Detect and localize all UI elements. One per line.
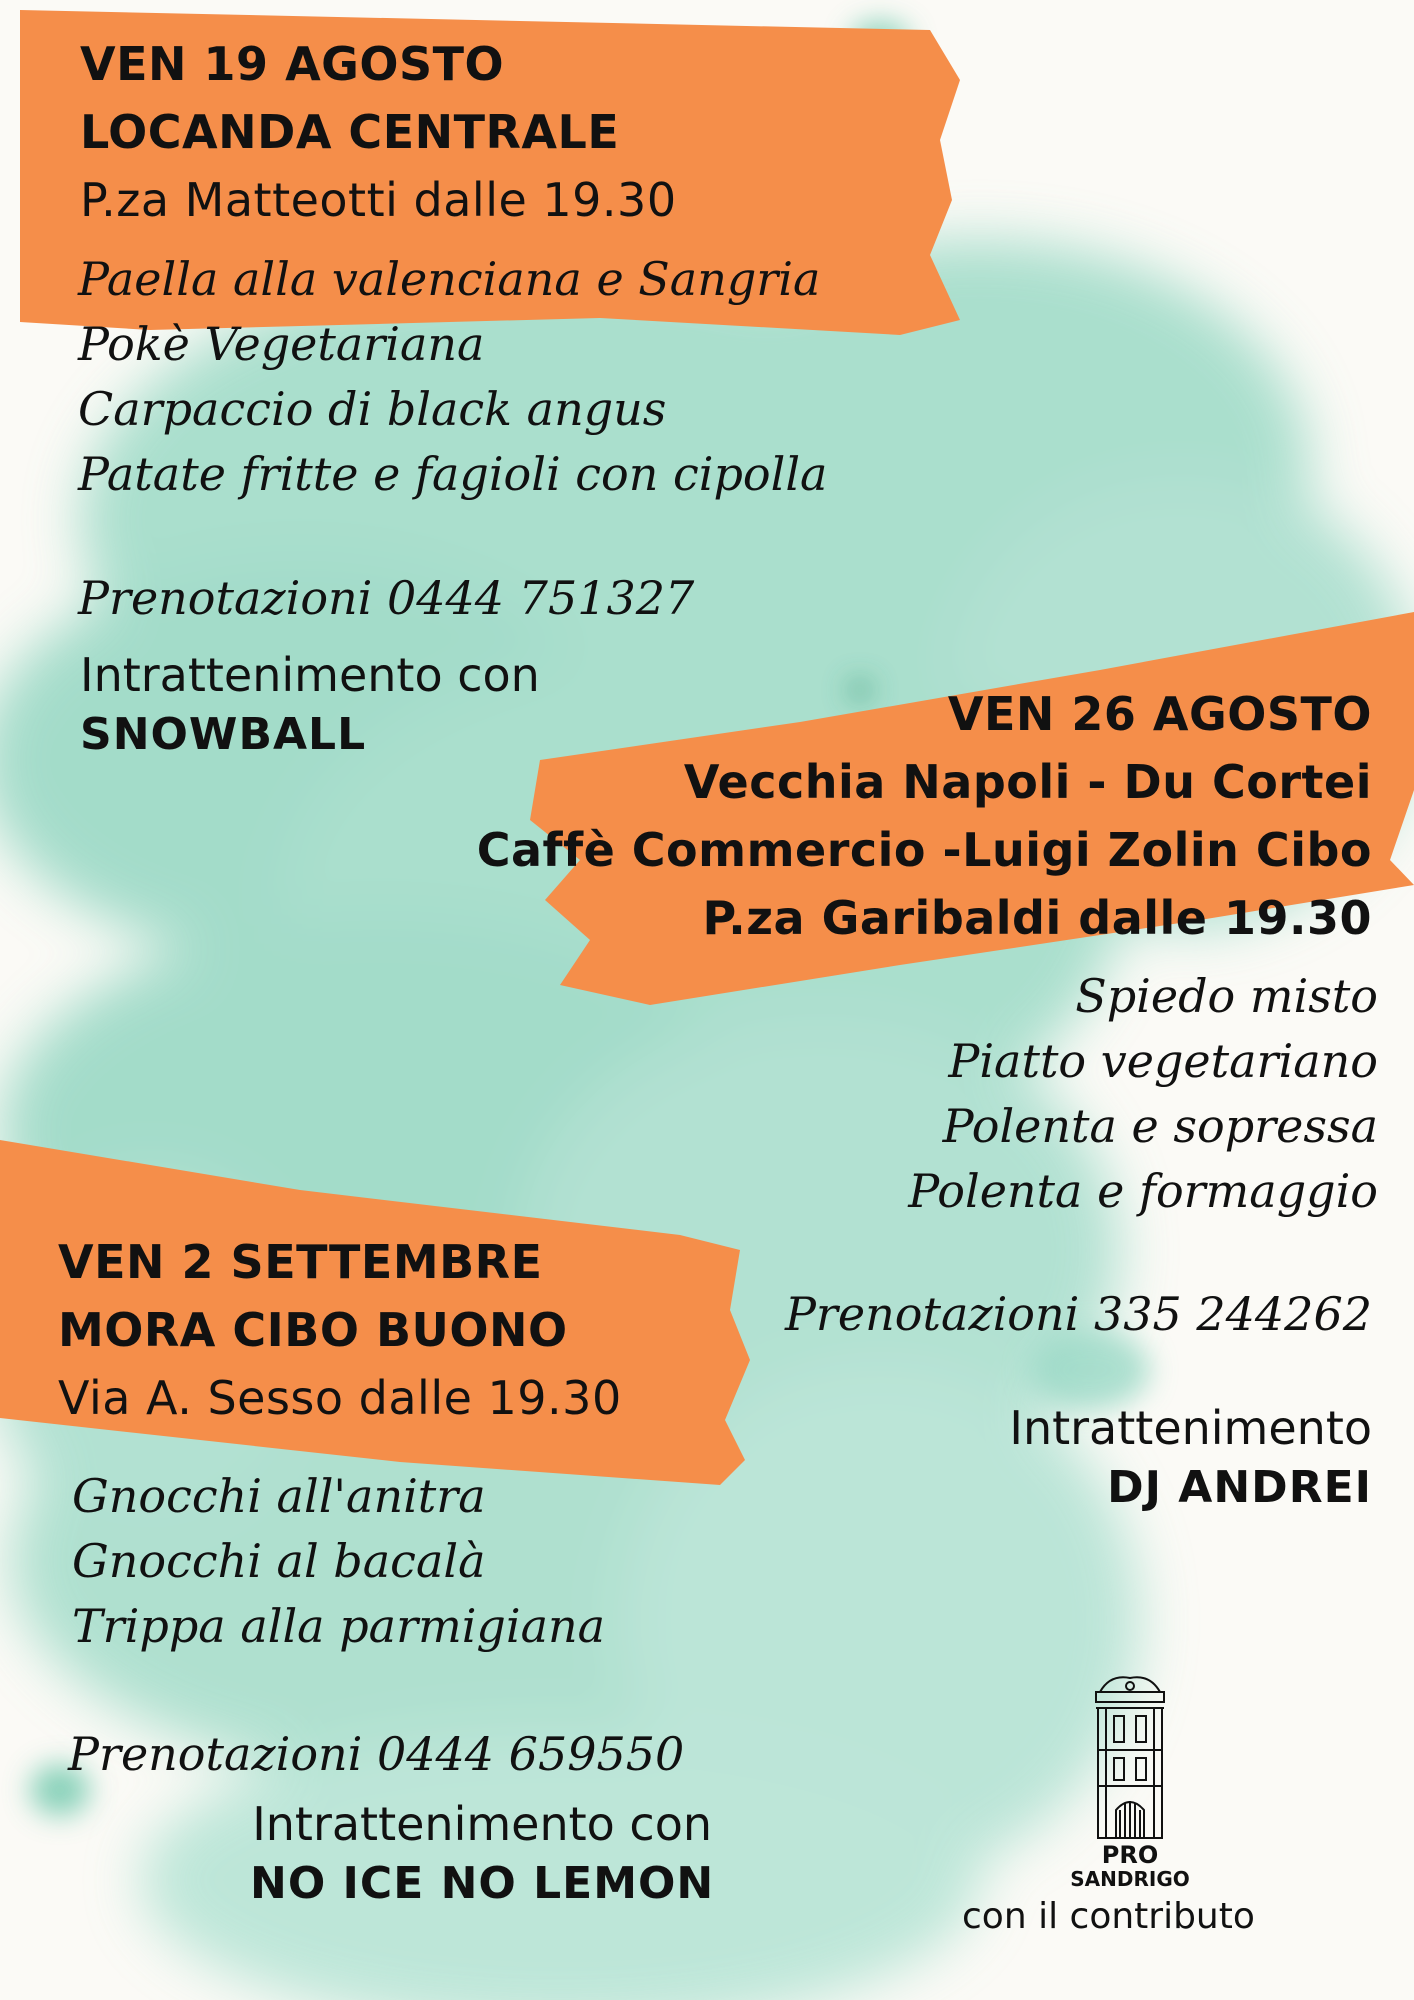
event1-menu [78, 247, 827, 507]
event3-entertainment-label: Intrattenimento con [252, 1797, 713, 1851]
event1-booking: Prenotazioni 0444 751327 [78, 571, 695, 625]
menu-item: Piatto vegetariano [948, 1034, 1378, 1088]
menu-item: Polenta e sopressa [942, 1099, 1378, 1153]
event2-entertainment [1009, 1398, 1372, 1518]
event3-menu [72, 1464, 605, 1659]
event2-venue-2: Caffè Commercio -Luigi Zolin Cibo [476, 823, 1372, 877]
menu-item: Patate fritte e fagioli con cipolla [78, 447, 828, 501]
contribution-note: con il contributo [962, 1896, 1255, 1937]
menu-item: Trippa alla parmigiana [72, 1599, 606, 1653]
pro-sandrigo-logo [1040, 1670, 1220, 1890]
menu-item: Gnocchi all'anitra [72, 1469, 486, 1523]
menu-item: Pokè Vegetariana [78, 317, 485, 371]
menu-item: Carpaccio di black angus [78, 382, 667, 436]
event1-entertainment-label: Intrattenimento con [80, 648, 540, 702]
logo-text-sandrigo: SANDRIGO [1070, 1867, 1190, 1891]
event2-menu [908, 964, 1378, 1224]
event3-booking: Prenotazioni 0444 659550 [68, 1727, 685, 1781]
building-facade-icon [1090, 1670, 1170, 1840]
event3-place: Via A. Sesso dalle 19.30 [58, 1371, 622, 1425]
menu-item: Gnocchi al bacalà [72, 1534, 486, 1588]
event1-venue: LOCANDA CENTRALE [80, 105, 620, 159]
event2-header [477, 680, 1372, 952]
event3-date: VEN 2 SETTEMBRE [58, 1235, 543, 1289]
event2-entertainment-label: Intrattenimento [1009, 1401, 1372, 1455]
logo-text-pro: PRO [1101, 1841, 1159, 1869]
event3-venue: MORA CIBO BUONO [58, 1303, 568, 1357]
event3-entertainment-name: NO ICE NO LEMON [250, 1858, 715, 1909]
event2-venue-1: Vecchia Napoli - Du Cortei [683, 755, 1372, 809]
event1-date: VEN 19 AGOSTO [80, 37, 505, 91]
event2-entertainment-name: DJ ANDREI [1107, 1462, 1372, 1513]
event2-booking: Prenotazioni 335 244262 [784, 1287, 1372, 1341]
event1-entertainment [80, 645, 540, 765]
menu-item: Polenta e formaggio [908, 1164, 1378, 1218]
event1-header [80, 30, 677, 234]
event1-place: P.za Matteotti dalle 19.30 [80, 173, 677, 227]
event1-entertainment-name: SNOWBALL [80, 709, 367, 760]
menu-item: Paella alla valenciana e Sangria [78, 252, 821, 306]
event2-date: VEN 26 AGOSTO [947, 687, 1372, 741]
event3-header [58, 1228, 622, 1432]
event3-entertainment [250, 1794, 714, 1914]
menu-item: Spiedo misto [1075, 969, 1378, 1023]
event2-place: P.za Garibaldi dalle 19.30 [702, 891, 1372, 945]
